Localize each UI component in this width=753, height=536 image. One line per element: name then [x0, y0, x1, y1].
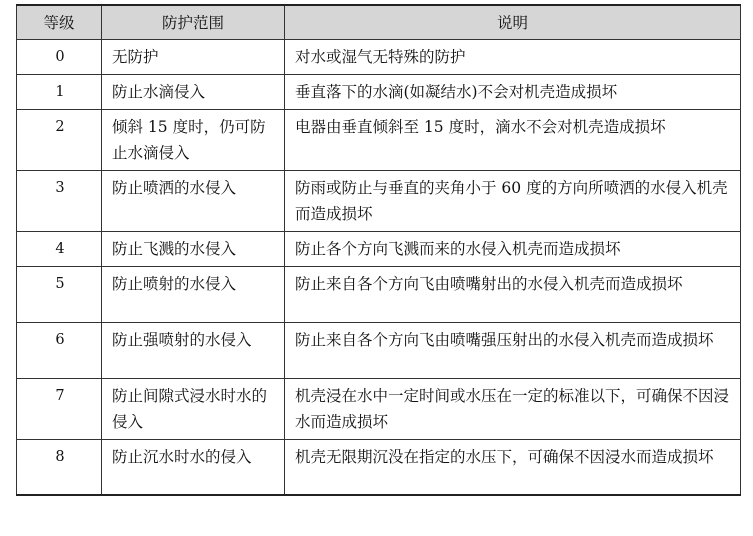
table-row [17, 231, 741, 266]
cell-scope: 防止沉水时水的侵入 [102, 439, 285, 495]
cell-level: 5 [17, 266, 102, 322]
cell-scope: 防止喷洒的水侵入 [102, 170, 285, 231]
cell-level: 0 [17, 39, 102, 74]
table-row [17, 322, 741, 378]
table-row [17, 39, 741, 74]
table-row [17, 439, 741, 495]
cell-description: 垂直落下的水滴(如凝结水)不会对机壳造成损坏 [285, 74, 741, 109]
header-scope: 防护范围 [102, 5, 285, 39]
table-row [17, 170, 741, 231]
cell-description: 电器由垂直倾斜至 15 度时，滴水不会对机壳造成损坏 [285, 109, 741, 170]
table-row [17, 109, 741, 170]
cell-description: 防雨或防止与垂直的夹角小于 60 度的方向所喷洒的水侵入机壳而造成损坏 [285, 170, 741, 231]
cell-scope: 防止飞溅的水侵入 [102, 231, 285, 266]
cell-level: 1 [17, 74, 102, 109]
cell-scope: 防止喷射的水侵入 [102, 266, 285, 322]
header-level: 等级 [17, 5, 102, 39]
cell-level: 6 [17, 322, 102, 378]
cell-description: 机壳无限期沉没在指定的水压下，可确保不因浸水而造成损坏 [285, 439, 741, 495]
cell-scope: 防止水滴侵入 [102, 74, 285, 109]
table-row [17, 378, 741, 439]
cell-description: 防止来自各个方向飞由喷嘴射出的水侵入机壳而造成损坏 [285, 266, 741, 322]
cell-level: 3 [17, 170, 102, 231]
header-description: 说明 [285, 5, 741, 39]
cell-scope: 防止强喷射的水侵入 [102, 322, 285, 378]
ip-rating-table-container [16, 4, 740, 496]
table-row [17, 266, 741, 322]
cell-scope: 倾斜 15 度时，仍可防止水滴侵入 [102, 109, 285, 170]
cell-level: 7 [17, 378, 102, 439]
cell-level: 8 [17, 439, 102, 495]
cell-description: 防止各个方向飞溅而来的水侵入机壳而造成损坏 [285, 231, 741, 266]
cell-level: 4 [17, 231, 102, 266]
cell-scope: 防止间隙式浸水时水的侵入 [102, 378, 285, 439]
table-body [17, 39, 741, 495]
cell-description: 对水或湿气无特殊的防护 [285, 39, 741, 74]
cell-level: 2 [17, 109, 102, 170]
cell-description: 防止来自各个方向飞由喷嘴强压射出的水侵入机壳而造成损坏 [285, 322, 741, 378]
header-row [17, 5, 741, 39]
table-row [17, 74, 741, 109]
ip-rating-table [16, 4, 741, 496]
table-header [17, 5, 741, 39]
cell-description: 机壳浸在水中一定时间或水压在一定的标准以下，可确保不因浸水而造成损坏 [285, 378, 741, 439]
cell-scope: 无防护 [102, 39, 285, 74]
